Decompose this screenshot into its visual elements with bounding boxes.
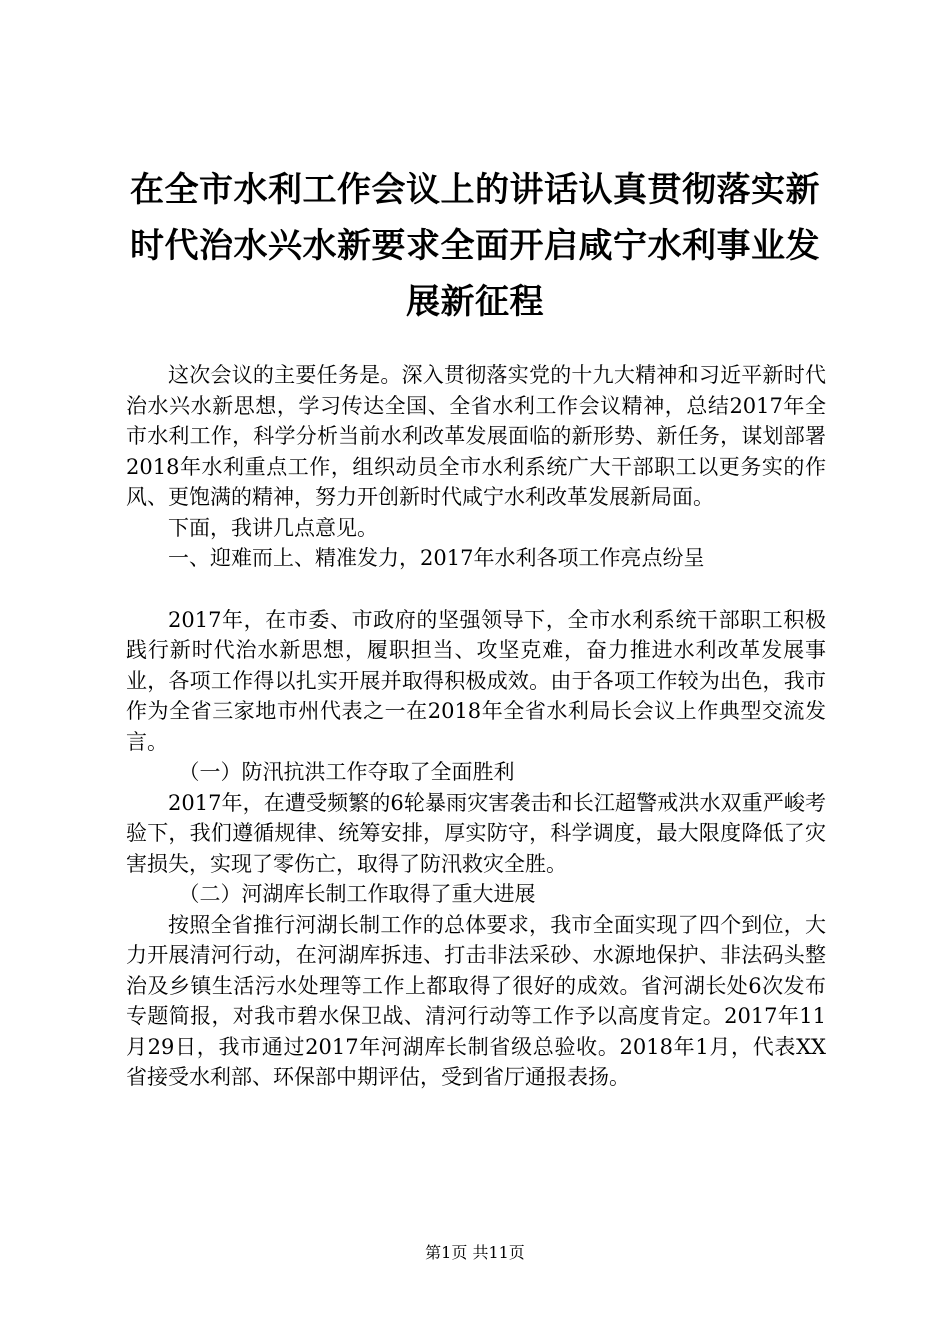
paragraph-river-chief: 按照全省推行河湖长制工作的总体要求，我市全面实现了四个到位，大力开展清河行动，在河湖库拆违、打击非法采砂、水源地保护、非法码头整治及乡镇生活污水处理等工作上都取得了很好的成效。省河湖长处6次发布专题简报，对我市碧水保卫战、清河行动等工作予以高度肯定。2017年11月29日，我市通过2017年河湖库长制省级总验收。2018年1月，代表XX省接受水利部、环保部中期评估，受到省厅通报表扬。 <box>126 912 826 1089</box>
subsection-heading-river-chief: （二）河湖库长制工作取得了重大进展 <box>178 882 536 906</box>
blank-line <box>126 574 826 605</box>
section-heading-1: 一、迎难而上、精准发力，2017年水利各项工作亮点纷呈 <box>168 546 705 570</box>
page-number-footer: 第1页 共11页 <box>425 1243 525 1262</box>
document-body <box>126 360 826 1093</box>
paragraph-flood-control: 2017年，在遭受频繁的6轮暴雨灾害袭击和长江超警戒洪水双重严峻考验下，我们遵循规律、统筹安排，厚实防守，科学调度，最大限度降低了灾害损失，实现了零伤亡，取得了防汛救灾全胜。 <box>126 790 826 876</box>
paragraph-intro: 下面，我讲几点意见。 <box>168 515 378 540</box>
paragraph-2017-summary: 2017年，在市委、市政府的坚强领导下，全市水利系统干部职工积极践行新时代治水新思想，履职担当、攻坚克难，奋力推进水利改革发展事业，各项工作得以扎实开展并取得积极成效。由于各项工作较为出色，我市作为全省三家地市州代表之一在2018年全省水利局长会议上作典型交流发言。 <box>126 607 826 754</box>
subsection-heading-flood-control: （一）防汛抗洪工作夺取了全面胜利 <box>178 760 515 784</box>
document-title: 在全市水利工作会议上的讲话认真贯彻落实新时代治水兴水新要求全面开启咸宁水利事业发展新征程 <box>130 170 820 322</box>
paragraph-meeting-tasks: 这次会议的主要任务是。深入贯彻落实党的十九大精神和习近平新时代治水兴水新思想，学习传达全国、全省水利工作会议精神，总结2017年全市水利工作，科学分析当前水利改革发展面临的新形势、新任务，谋划部署2018年水利重点工作，组织动员全市水利系统广大干部职工以更务实的作风、更饱满的精神，努力开创新时代咸宁水利改革发展新局面。 <box>126 363 826 509</box>
